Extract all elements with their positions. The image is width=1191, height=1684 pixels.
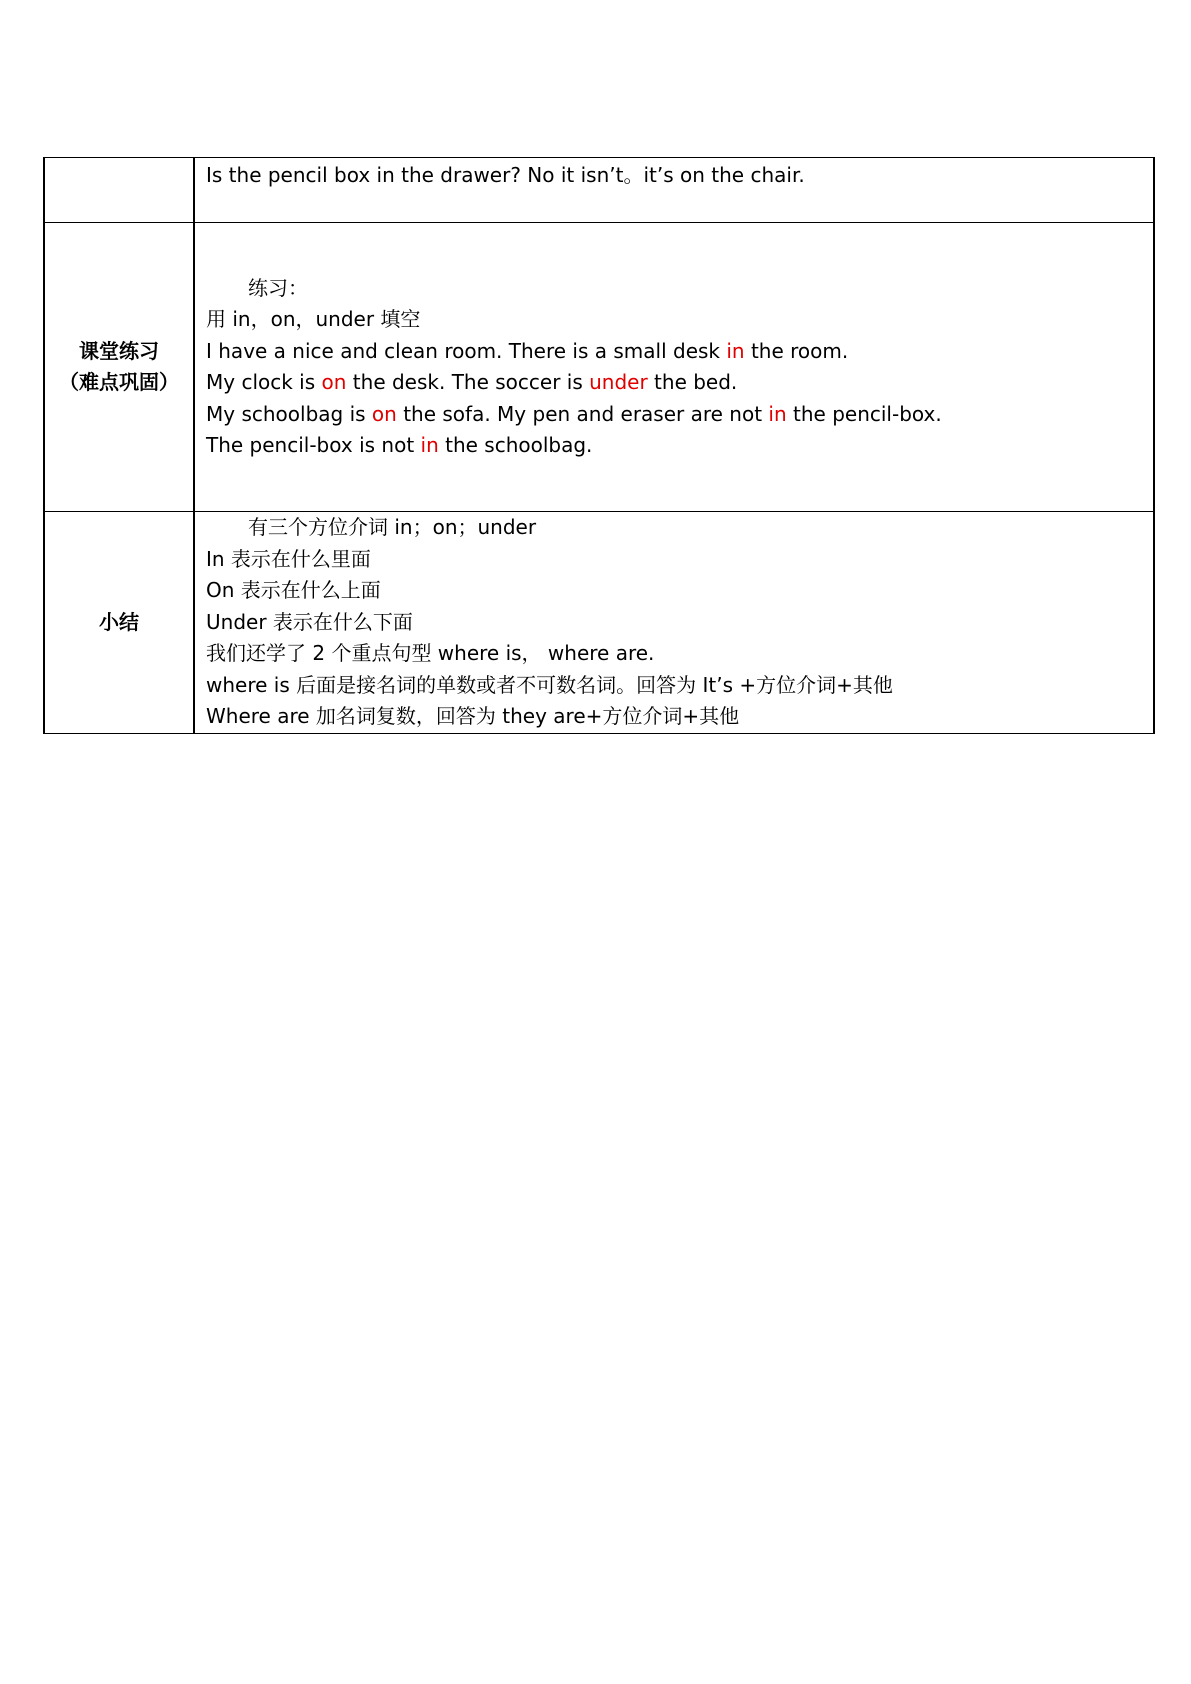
summary-line: Where are 加名词复数，回答为 they are+方位介词+其他 bbox=[206, 704, 740, 728]
row-label-sub: （难点巩固） bbox=[59, 370, 179, 394]
lesson-table bbox=[43, 157, 1155, 734]
sentence-text: The pencil-box is not bbox=[206, 433, 421, 457]
sentence-text: the sofa. My pen and eraser are not bbox=[396, 401, 769, 426]
summary-line: 我们还学了 2 个重点句型 where is， where are. bbox=[206, 641, 655, 665]
summary-line: where is 后面是接名词的单数或者不可数名词。回答为 It’s +方位介词+其他 bbox=[206, 672, 893, 697]
sentence-text: the bed. bbox=[647, 370, 738, 394]
row-label-cell bbox=[44, 512, 194, 734]
sentence-text: the schoolbag. bbox=[438, 433, 593, 457]
table-row bbox=[44, 223, 1154, 512]
answer-word: on bbox=[371, 401, 397, 426]
exercise-sentence bbox=[206, 367, 1145, 399]
answer-word: in bbox=[420, 433, 439, 457]
row-label: 课堂练习 bbox=[79, 339, 159, 363]
summary-line: In 表示在什么里面 bbox=[206, 546, 371, 571]
sentence-text: the room. bbox=[744, 338, 849, 363]
row-label-cell bbox=[44, 158, 194, 223]
exercise-sentence bbox=[206, 336, 1145, 368]
exercise-instruction: 用 in，on，under 填空 bbox=[206, 307, 421, 331]
answer-word: in bbox=[726, 338, 745, 363]
sentence-text: My clock is bbox=[206, 370, 322, 394]
exercise-content-cell bbox=[194, 223, 1154, 512]
answer-word: under bbox=[589, 370, 648, 394]
table-row bbox=[44, 512, 1154, 734]
sentence-text: I have a nice and clean room. There is a small desk bbox=[206, 338, 727, 363]
answer-word: on bbox=[321, 370, 347, 394]
exercise-heading: 练习： bbox=[248, 275, 308, 300]
summary-line: Under 表示在什么下面 bbox=[206, 609, 413, 634]
row-content-cell bbox=[194, 158, 1154, 223]
content-line: Is the pencil box in the drawer? No it isn’t。it’s on the chair. bbox=[206, 163, 805, 187]
sentence-text: My schoolbag is bbox=[206, 401, 372, 426]
row-label: 小结 bbox=[99, 609, 139, 634]
answer-word: in bbox=[768, 401, 787, 426]
exercise-sentence bbox=[206, 399, 1145, 431]
summary-line: 有三个方位介词 in；on；under bbox=[248, 515, 537, 539]
summary-content-cell bbox=[194, 512, 1154, 734]
sentence-text: the pencil-box. bbox=[786, 401, 942, 426]
row-label-cell bbox=[44, 223, 194, 512]
table-row bbox=[44, 158, 1154, 223]
sentence-text: the desk. The soccer is bbox=[346, 370, 590, 394]
summary-line: On 表示在什么上面 bbox=[206, 578, 381, 602]
exercise-sentence bbox=[206, 430, 1145, 462]
